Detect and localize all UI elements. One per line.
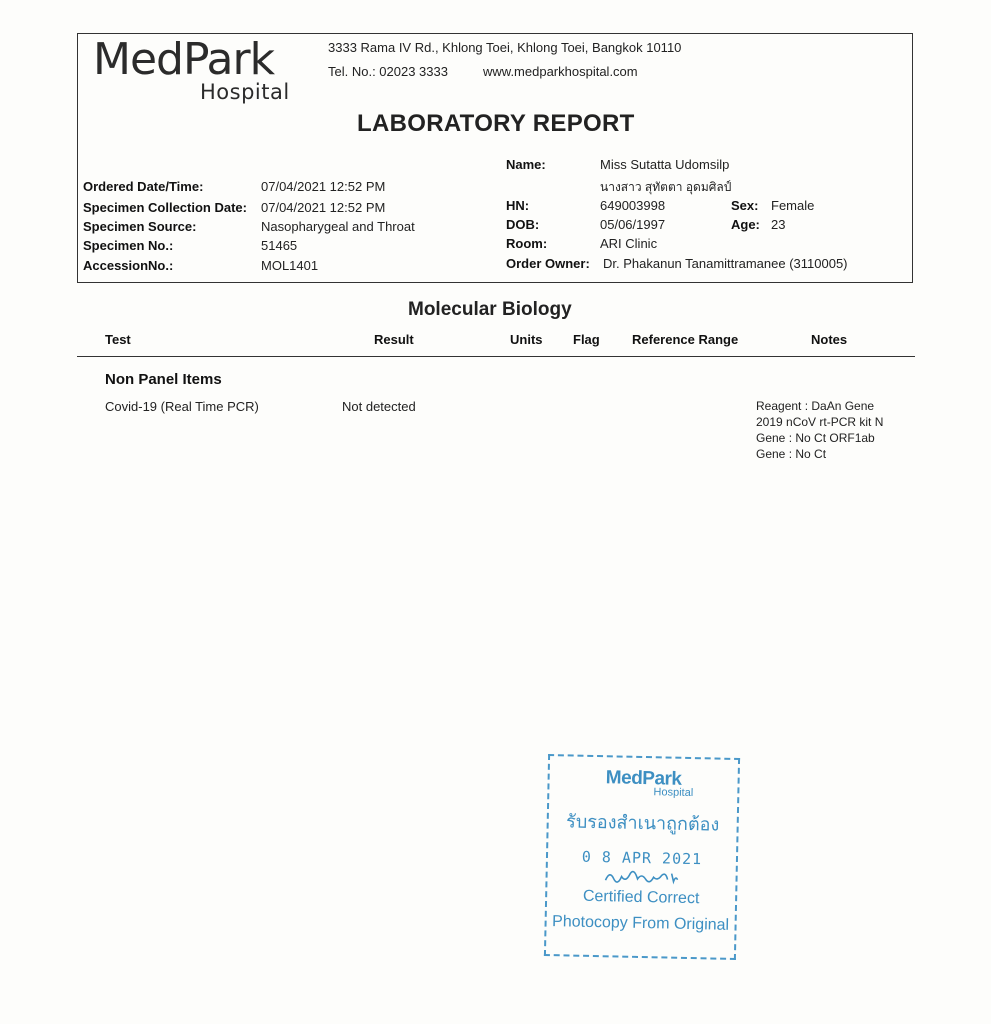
report-title: LABORATORY REPORT	[357, 110, 635, 137]
result-note-line: 2019 nCoV rt-PCR kit N	[756, 415, 884, 429]
room-label: Room:	[506, 236, 548, 251]
header-divider	[77, 356, 915, 357]
name-en-value: Miss Sutatta Udomsilp	[600, 157, 730, 172]
dob-label: DOB:	[506, 217, 540, 232]
age-label: Age:	[731, 217, 760, 232]
accession-label: AccessionNo.:	[83, 258, 174, 273]
signature-scribble-icon	[601, 868, 681, 886]
hn-label: HN:	[506, 198, 530, 213]
stamp-signature	[547, 867, 735, 887]
collection-value: 07/04/2021 12:52 PM	[261, 200, 386, 215]
source-label: Specimen Source:	[83, 219, 197, 234]
stamp-thai-text: รับรองสำเนาถูกต้อง	[565, 811, 720, 836]
hospital-website: www.medparkhospital.com	[483, 64, 638, 79]
source-value: Nasopharygeal and Throat	[261, 219, 415, 234]
result-value: Not detected	[342, 399, 416, 414]
sex-label: Sex:	[731, 198, 759, 213]
stamp-logo-subtitle: Hospital	[653, 786, 694, 800]
col-reference-range: Reference Range	[632, 332, 739, 347]
hn-value: 649003998	[600, 198, 666, 213]
panel-title: Non Panel Items	[105, 371, 222, 388]
stamp-photocopy-text: Photocopy From Original	[551, 913, 730, 934]
name-label: Name:	[506, 157, 546, 172]
age-value: 23	[771, 217, 786, 232]
result-note-line: Gene : No Ct	[756, 447, 827, 461]
collection-label: Specimen Collection Date:	[83, 200, 247, 215]
hospital-tel: Tel. No.: 02023 3333	[328, 64, 448, 79]
stamp-date: 0 8 APR 2021	[581, 847, 703, 869]
stamp-logo: MedPark	[605, 767, 682, 790]
hospital-logo-subtitle: Hospital	[200, 80, 290, 104]
name-th-value: นางสาว สุทัตตา อุดมศิลป์	[600, 180, 732, 194]
col-flag: Flag	[573, 332, 600, 347]
certification-stamp	[544, 754, 740, 960]
section-title: Molecular Biology	[408, 299, 572, 320]
result-test-name: Covid-19 (Real Time PCR)	[105, 399, 259, 414]
room-value: ARI Clinic	[600, 236, 658, 251]
result-note-line: Reagent : DaAn Gene	[756, 399, 875, 413]
result-note-line: Gene : No Ct ORF1ab	[756, 431, 875, 445]
hospital-address: 3333 Rama IV Rd., Khlong Toei, Khlong Toei, Bangkok 10110	[328, 40, 682, 55]
hospital-logo: MedPark	[93, 34, 275, 85]
col-test: Test	[105, 332, 131, 347]
col-units: Units	[510, 332, 543, 347]
specimen-no-label: Specimen No.:	[83, 238, 174, 253]
col-notes: Notes	[811, 332, 848, 347]
ordered-label: Ordered Date/Time:	[83, 179, 204, 194]
dob-value: 05/06/1997	[600, 217, 666, 232]
order-owner-value: Dr. Phakanun Tanamittramanee (3110005)	[603, 256, 848, 271]
specimen-no-value: 51465	[261, 238, 298, 253]
accession-value: MOL1401	[261, 258, 319, 273]
order-owner-label: Order Owner:	[506, 256, 590, 271]
stamp-certified-text: Certified Correct	[582, 887, 700, 908]
col-result: Result	[374, 332, 414, 347]
sex-value: Female	[771, 198, 815, 213]
ordered-value: 07/04/2021 12:52 PM	[261, 179, 386, 194]
